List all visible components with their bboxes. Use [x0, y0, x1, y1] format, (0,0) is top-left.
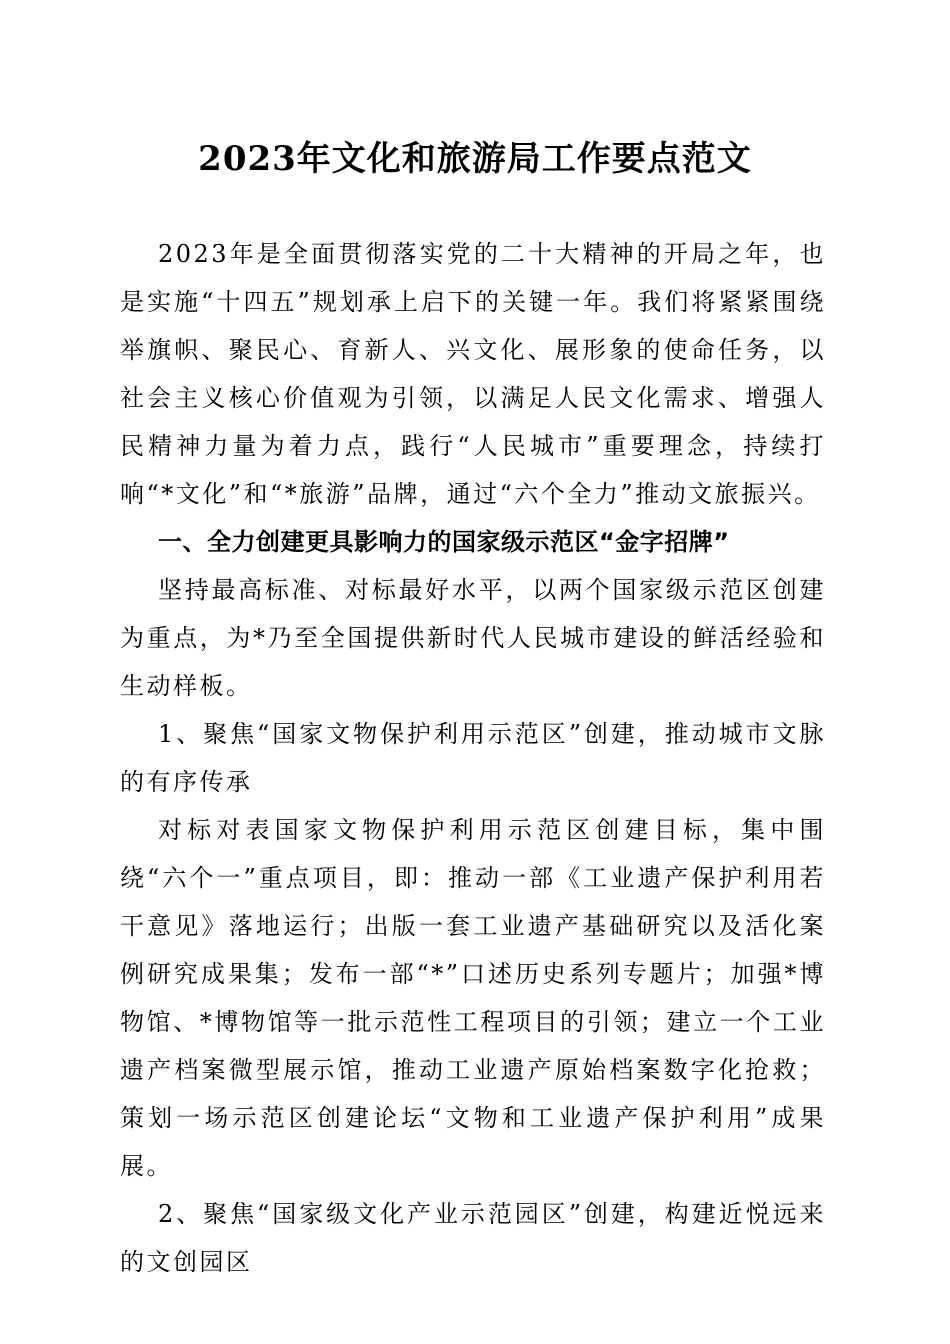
document-title: 2023年文化和旅游局工作要点范文 [198, 139, 752, 179]
document-body [120, 230, 826, 1286]
section-1-heading: 一、全力创建更具影响力的国家级示范区“金字招牌” [158, 528, 730, 556]
item-1-title: 1、聚焦“国家文物保护利用示范区”创建，推动城市文脉的有序传承 [120, 720, 826, 796]
section-1-intro: 坚持最高标准、对标最好水平，以两个国家级示范区创建为重点，为*乃至全国提供新时代人民城市建设的鲜活经验和生动样板。 [120, 576, 826, 700]
item-1-body: 对标对表国家文物保护利用示范区创建目标，集中围绕“六个一”重点项目，即：推动一部《工业遗产保护利用若干意见》落地运行；出版一套工业遗产基础研究以及活化案例研究成果集；发布一部“*”口述历史系列专题片；加强*博物馆、*博物馆等一批示范性工程项目的引领；建立一个工业遗产档案微型展示馆，推动工业遗产原始档案数字化抢救；策划一场示范区创建论坛“文物和工业遗产保护利用”成果展。 [120, 816, 826, 1180]
intro-paragraph: 2023年是全面贯彻落实党的二十大精神的开局之年，也是实施“十四五”规划承上启下的关键一年。我们将紧紧围绕举旗帜、聚民心、育新人、兴文化、展形象的使命任务，以社会主义核心价值观为引领，以满足人民文化需求、增强人民精神力量为着力点，践行“人民城市”重要理念，持续打响“*文化”和“*旅游”品牌，通过“六个全力”推动文旅振兴。 [120, 240, 826, 508]
item-2-title: 2、聚焦“国家级文化产业示范园区”创建，构建近悦远来的文创园区 [120, 1200, 826, 1276]
